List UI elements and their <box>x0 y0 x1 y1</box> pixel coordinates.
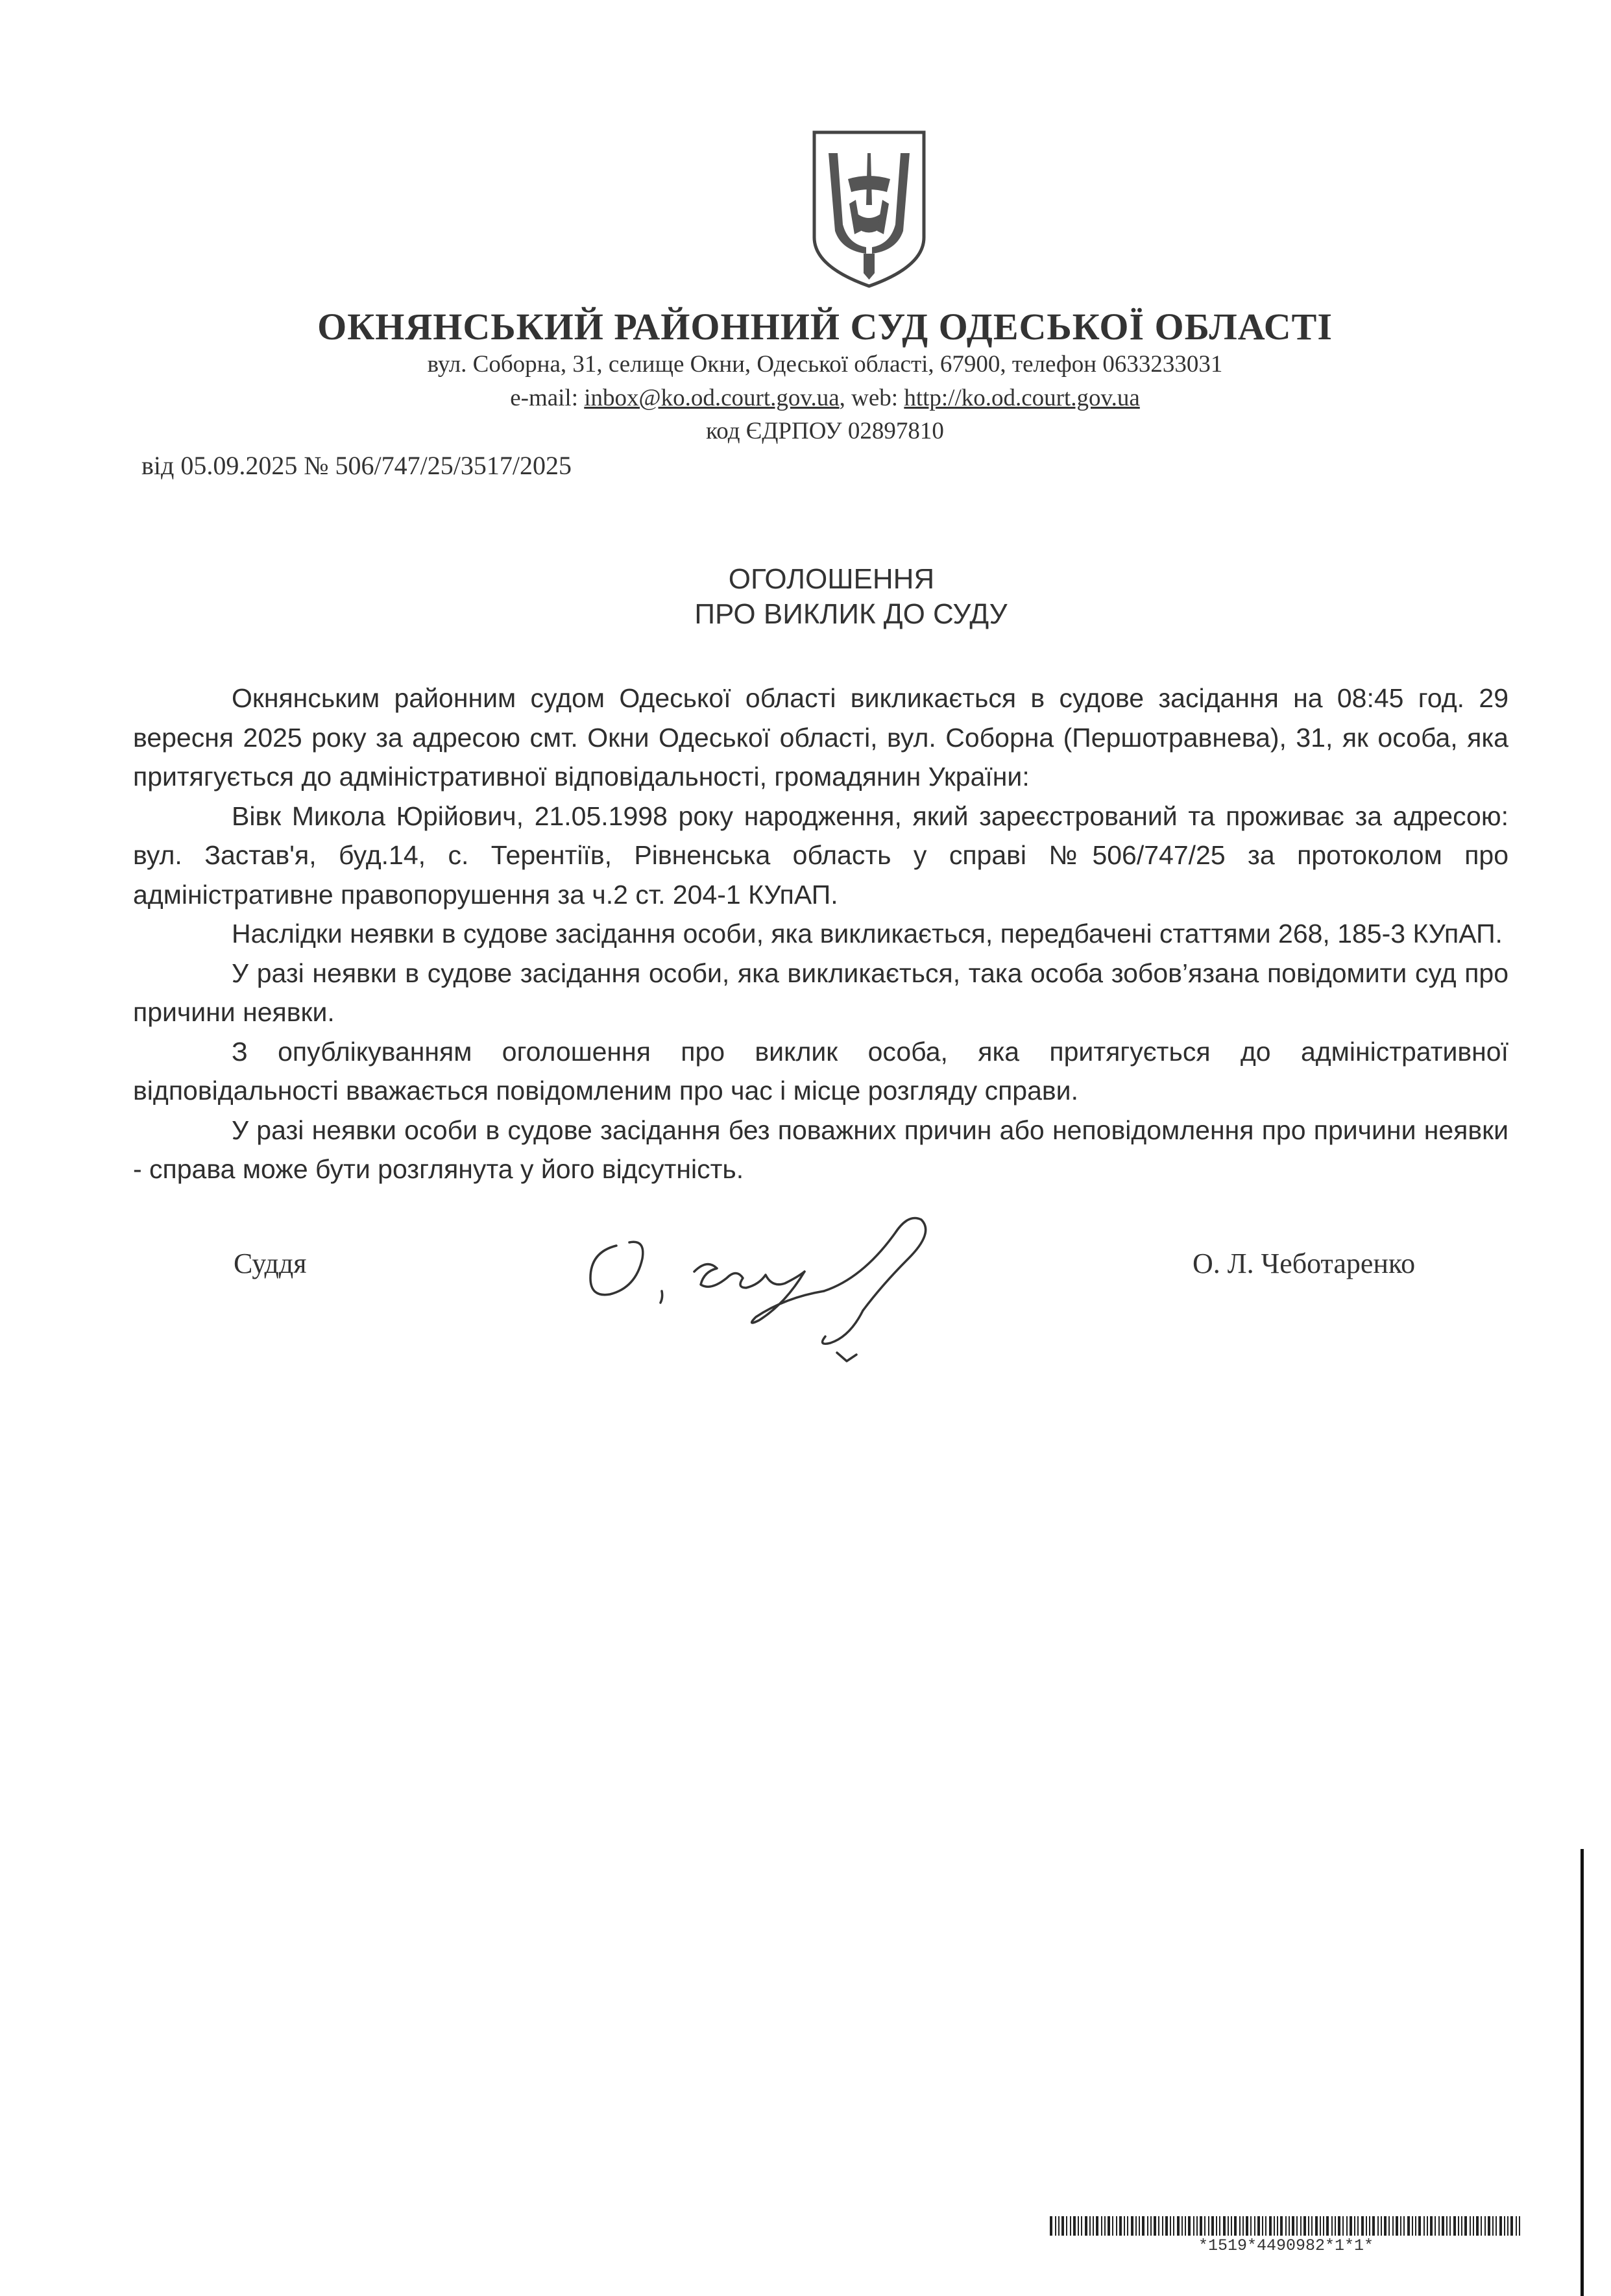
paragraph: У разі неявки особи в судове засідання без поважних причин або неповідомлення про причини неявки - справа може бути розглянута у його відсутність. <box>133 1115 1508 1184</box>
paragraph: Наслідки неявки в судове засідання особи, яка викликається, передбачені статтями 268, 185-3 КУпАП. <box>232 919 1503 949</box>
paragraph: Окнянським районним судом Одеської області викликається в судове засідання на 08:45 год. 29 вересня 2025 року за адресою смт. Окни Одеської області, вул. Соборна (Першотравнева), 31, як особа, яка притягується до адміністративної відповідальності, громадянин України: <box>133 683 1508 792</box>
barcode-icon <box>1050 2216 1522 2236</box>
judge-name: О. Л. Чеботаренко <box>1193 1248 1416 1279</box>
web-link[interactable]: http://ko.od.court.gov.ua <box>904 385 1140 411</box>
handwritten-signature <box>571 1207 1038 1369</box>
web-label: , web: <box>839 385 904 411</box>
email-label: e-mail: <box>510 385 585 411</box>
court-name: ОКНЯНСЬКИЙ РАЙОННИЙ СУД ОДЕСЬКОЇ ОБЛАСТІ <box>317 306 1333 348</box>
court-address: вул. Соборна, 31, селище Окни, Одеської області, 67900, телефон 0633233031 <box>427 351 1223 378</box>
paragraph: У разі неявки в судове засідання особи, яка викликається, така особа зобов’язана повідомити суд про причини неявки. <box>133 958 1508 1027</box>
court-contacts <box>0 384 1611 412</box>
judge-label: Суддя <box>234 1248 307 1279</box>
barcode-number: *1519*4490982*1*1* <box>1198 2236 1374 2255</box>
notice-body <box>133 679 1508 1189</box>
scan-edge-mark <box>1581 1849 1584 2296</box>
notice-subtitle: ПРО ВИКЛИК ДО СУДУ <box>694 598 1008 630</box>
paragraph: Вівк Микола Юрійович, 21.05.1998 року народження, який зареєстрований та проживає за адресою: вул. Застав'я, буд.14, с. Терентіїв, Рівненська область у справі №506/747/25 за протоколом про адміністративне правопорушення за ч.2 ст. 204-1 КУпАП. <box>133 801 1508 910</box>
document-reference: від 05.09.2025 № 506/747/25/3517/2025 <box>141 451 572 480</box>
edrpou-code: код ЄДРПОУ 02897810 <box>706 418 944 444</box>
coat-of-arms-icon <box>809 127 929 289</box>
notice-title: ОГОЛОШЕННЯ <box>728 563 935 595</box>
paragraph: З опублікуванням оголошення про виклик особа, яка притягується до адміністративної відповідальності вважається повідомленим про час і місце розгляду справи. <box>133 1036 1508 1106</box>
email-link[interactable]: inbox@ko.od.court.gov.ua <box>584 385 840 411</box>
